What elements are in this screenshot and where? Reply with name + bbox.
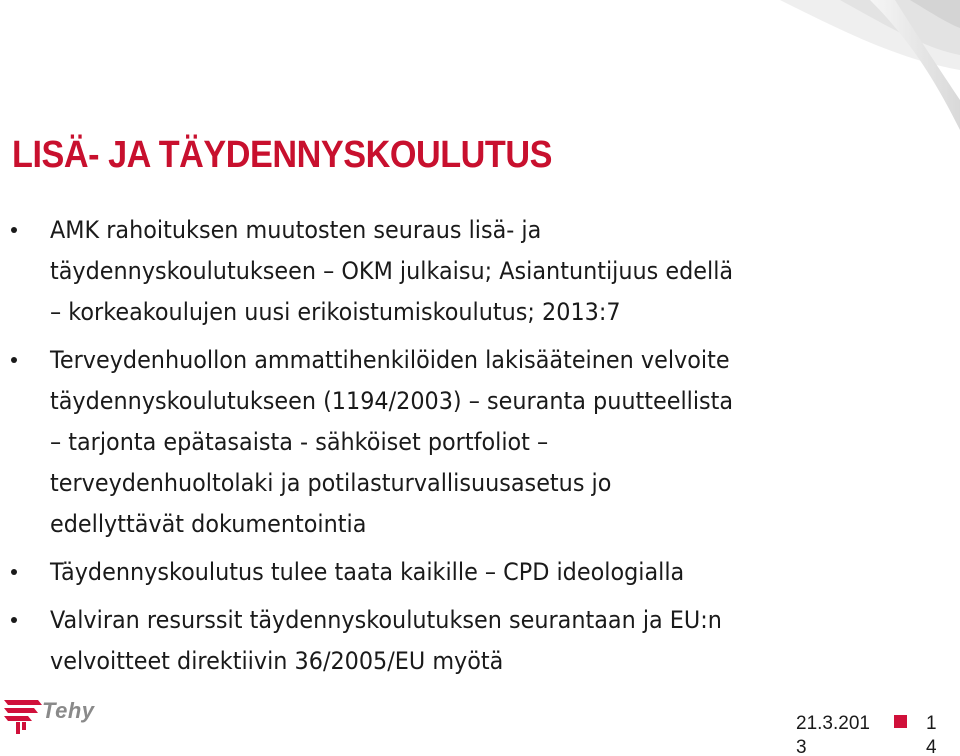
bullet-dot-icon (11, 569, 17, 575)
bullet-line: velvoitteet direktiivin 36/2005/EU myötä (50, 647, 504, 675)
bullet-dot-icon (11, 617, 17, 623)
red-square-icon (894, 715, 907, 728)
bullet-line: – tarjonta epätasaista - sähköiset portfoliot – (50, 428, 549, 456)
bullet-item (0, 600, 900, 682)
bullet-line: täydennyskoulutukseen – OKM julkaisu; Asiantuntijuus edellä (50, 257, 734, 285)
slide-date: 21.3.2013 (796, 713, 870, 756)
bullet-line: Valviran resurssit täydennyskoulutuksen seurantaan ja EU:n (50, 606, 722, 634)
bullet-line: – korkeakoulujen uusi erikoistumiskoulutus; 2013:7 (50, 298, 621, 326)
bullet-line: AMK rahoituksen muutosten seuraus lisä- ja (50, 216, 542, 244)
logo-text: Tehy (42, 698, 95, 723)
slide-title: LISÄ- JA TÄYDENNYSKOULUTUS (12, 134, 552, 176)
bullet-item (0, 340, 900, 545)
bullet-list (0, 210, 900, 689)
bullet-line: terveydenhuoltolaki ja potilasturvallisuusasetus jo (50, 469, 612, 497)
bullet-line: täydennyskoulutukseen (1194/2003) – seuranta puutteellista (50, 387, 734, 415)
bullet-line: edellyttävät dokumentointia (50, 510, 367, 538)
bullet-line: Täydennyskoulutus tulee taata kaikille – CPD ideologialla (50, 558, 685, 586)
bullet-item (0, 210, 900, 333)
bullet-line: Terveydenhuollon ammattihenkilöiden lakisääteinen velvoite (50, 346, 730, 374)
page-number: 14 (926, 713, 937, 756)
tehy-logo (0, 690, 120, 740)
bullet-dot-icon (11, 357, 17, 363)
bullet-dot-icon (11, 227, 17, 233)
tehy-logo-icon (2, 694, 44, 736)
bullet-item (0, 552, 900, 593)
corner-swoosh-icon (720, 0, 960, 140)
